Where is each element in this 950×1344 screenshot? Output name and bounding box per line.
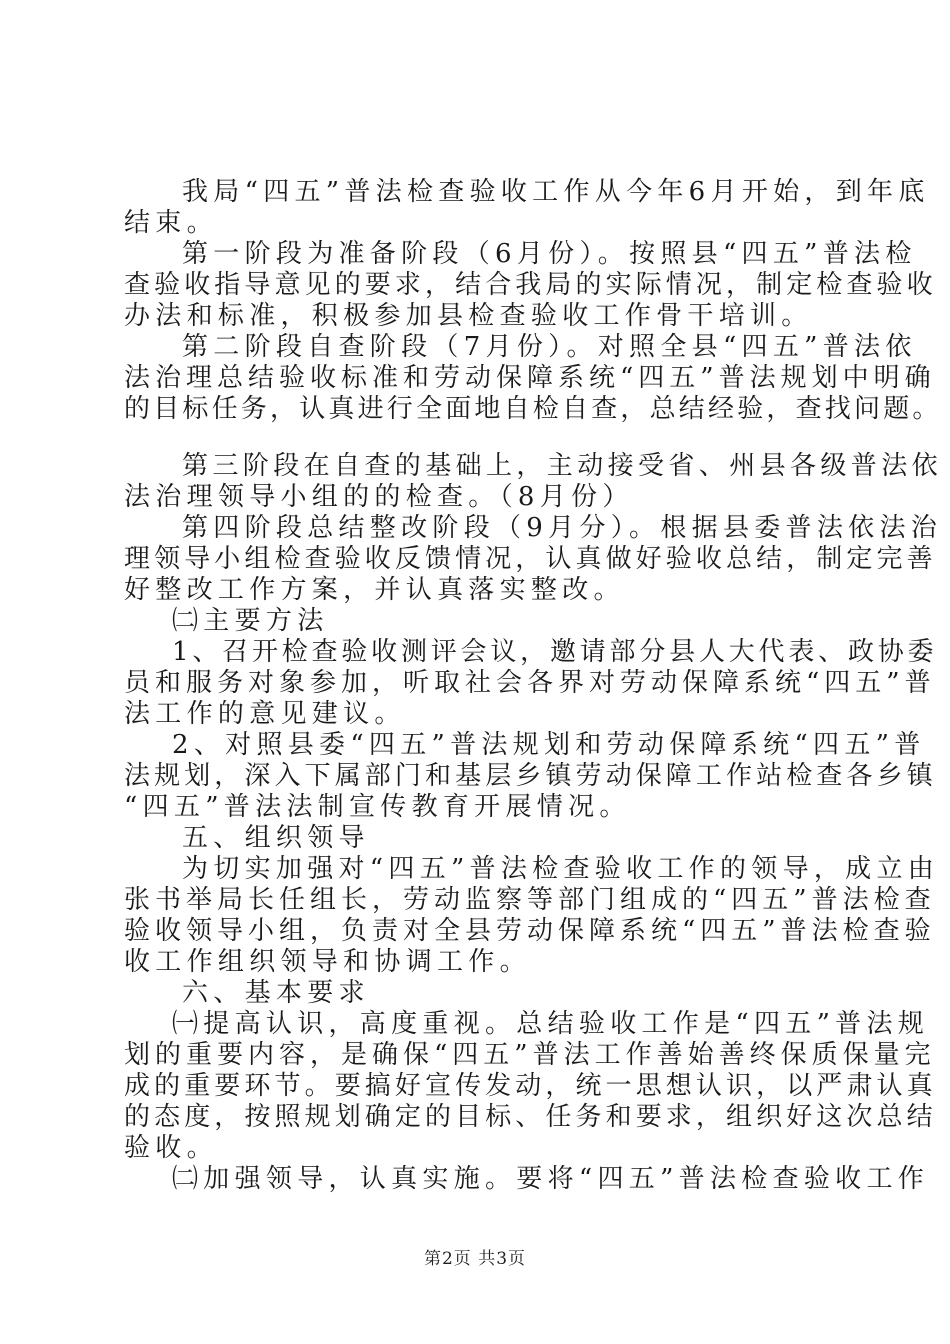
text-line: 成的重要环节。要搞好宣传发动，统一思想认识，以严肃认真 — [124, 1071, 937, 1101]
section-heading: 六、基本要求 — [182, 978, 370, 1008]
text-line: 为切实加强对“四五”普法检查验收工作的领导，成立由 — [182, 854, 940, 884]
text-line: 办法和标准，积极参加县检查验收工作骨干培训。 — [124, 301, 813, 331]
text-line: 结束。 — [124, 208, 218, 238]
text-line: 理领导小组检查验收反馈情况，认真做好验收总结，制定完善 — [124, 544, 937, 574]
text-line: 查验收指导意见的要求，结合我局的实际情况，制定检查验收 — [124, 270, 937, 300]
text-line: 第四阶段总结整改阶段（9月分）。根据县委普法依法治 — [182, 513, 943, 543]
text-line: 员和服务对象参加，听取社会各界对劳动保障系统“四五”普 — [124, 668, 936, 698]
text-line: 的态度，按照规划确定的目标、任务和要求，组织好这次总结 — [124, 1102, 937, 1132]
page-number-footer: 第2页 共3页 — [423, 1249, 527, 1269]
text-line: 法治理领导小组的的检查。（8月份） — [124, 482, 634, 512]
text-line: 2、对照县委“四五”普法规划和劳动保障系统“四五”普 — [172, 730, 926, 760]
text-line: 第一阶段为准备阶段（6月份）。按照县“四五”普法检 — [182, 239, 917, 269]
text-line: ㈡加强领导，认真实施。要将“四五”普法检查验收工作 — [172, 1164, 930, 1194]
text-line: 1、召开检查验收测评会议，邀请部分县人大代表、政协委 — [172, 637, 938, 667]
text-line: 张书举局长任组长，劳动监察等部门组成的“四五”普法检查 — [124, 885, 936, 915]
section-heading: 五、组织领导 — [182, 823, 370, 853]
text-line: 的目标任务，认真进行全面地自检自查，总结经验，查找问题。 — [124, 394, 942, 424]
text-line: 我局“四五”普法检查验收工作从今年6月开始，到年底 — [182, 177, 930, 207]
text-line: 法治理总结验收标准和劳动保障系统“四五”普法规划中明确 — [124, 363, 936, 393]
text-line: 好整改工作方案，并认真落实整改。 — [124, 575, 625, 605]
text-line: 验收。 — [124, 1133, 218, 1163]
text-line: 收工作组织领导和协调工作。 — [124, 947, 531, 977]
section-heading: ㈡主要方法 — [172, 606, 329, 636]
text-line: 法规划，深入下属部门和基层乡镇劳动保障工作站检查各乡镇 — [124, 761, 937, 791]
text-line: 验收领导小组，负责对全县劳动保障系统“四五”普法检查验 — [124, 916, 936, 946]
text-line: “四五”普法法制宣传教育开展情况。 — [124, 792, 631, 822]
text-line: 法工作的意见建议。 — [124, 699, 406, 729]
text-line: 划的重要内容，是确保“四五”普法工作善始善终保质保量完 — [124, 1040, 936, 1070]
text-line: 第三阶段在自查的基础上，主动接受省、州县各级普法依 — [182, 451, 943, 481]
text-line: 第二阶段自查阶段（7月份）。对照全县“四五”普法依 — [182, 332, 917, 362]
text-line: ㈠提高认识，高度重视。总结验收工作是“四五”普法规 — [172, 1009, 930, 1039]
